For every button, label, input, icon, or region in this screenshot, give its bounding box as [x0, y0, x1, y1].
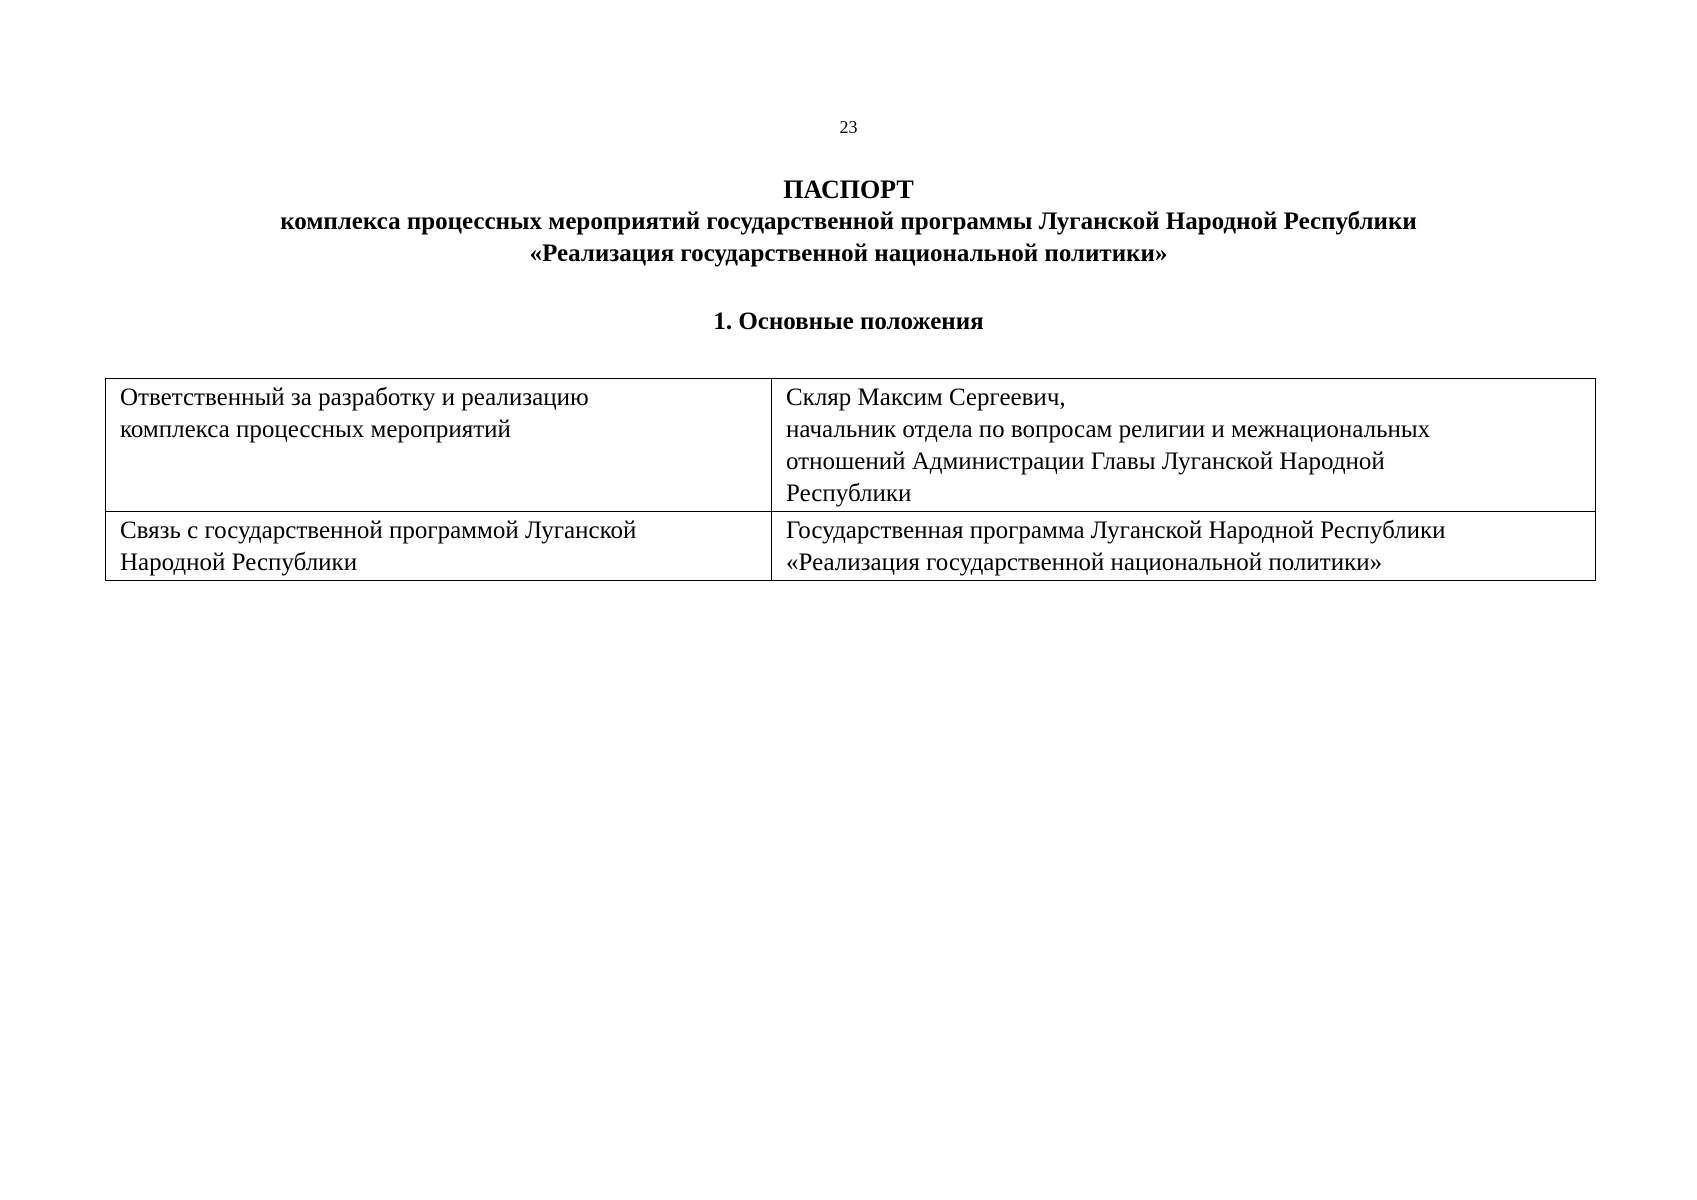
heading-subtitle-line-1: комплекса процессных мероприятий государственной программы Луганской Народной Республики [280, 208, 1417, 235]
table-cell-label [106, 379, 772, 512]
table-cell-label [106, 512, 772, 581]
section-title: 1. Основные положения [713, 308, 984, 335]
document-heading [0, 174, 1697, 270]
page-number: 23 [839, 117, 858, 137]
cell-text-line: «Реализация государственной национальной политики» [786, 549, 1383, 576]
cell-text-line: Республики [786, 480, 912, 507]
cell-text-line: Скляр Максим Сергеевич, [786, 384, 1066, 411]
table-row [106, 512, 1596, 581]
cell-text-line: Государственная программа Луганской Народной Республики [786, 517, 1446, 544]
cell-text-line: комплекса процессных мероприятий [120, 416, 511, 443]
cell-text-line: начальник отдела по вопросам религии и межнациональных [786, 416, 1431, 443]
cell-text-line: отношений Администрации Главы Луганской Народной [786, 448, 1385, 475]
heading-title: ПАСПОРТ [783, 175, 914, 204]
passport-table [105, 378, 1596, 581]
table-cell-value [772, 379, 1596, 512]
table-row [106, 379, 1596, 512]
heading-subtitle-line-2: «Реализация государственной национальной политики» [529, 240, 1168, 267]
table-cell-value [772, 512, 1596, 581]
cell-text-line: Ответственный за разработку и реализацию [120, 384, 589, 411]
cell-text-line: Связь с государственной программой Луганской [120, 517, 637, 544]
cell-text-line: Народной Республики [120, 549, 358, 576]
